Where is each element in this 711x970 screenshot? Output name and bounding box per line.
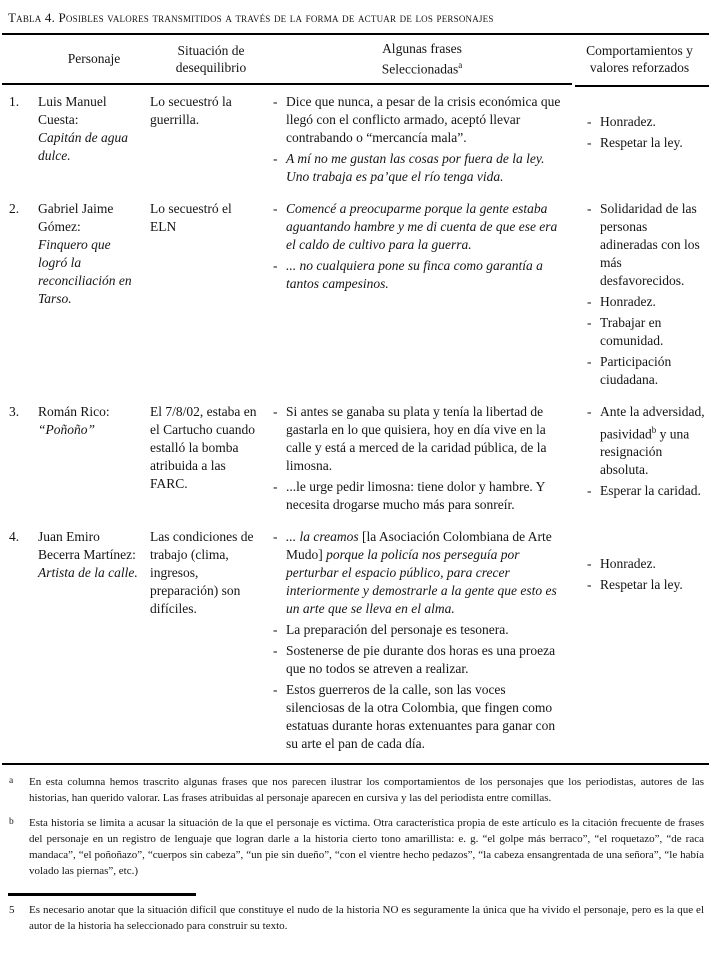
frases-cell: [272, 93, 572, 189]
table-header-row: [8, 35, 707, 87]
list-dash: -: [587, 113, 592, 129]
phrase-text: A mí no me gustan las cosas por fuera de la ley. Uno trabaja es pa’que el río tenga vida.: [286, 150, 545, 184]
list-dash: -: [587, 200, 592, 216]
value-text: Respetar la ley.: [600, 134, 683, 150]
phrase-text: Si antes se ganaba su plata y tenía la libertad de gastarla en lo que quisiera, hoy en día vive en la calle y está a merced de la caridad pública, de la limosna.: [286, 403, 547, 473]
row-number: 4.: [9, 528, 20, 544]
list-dash: -: [273, 200, 278, 216]
situacion-cell: Lo secuestró la guerrilla.: [150, 93, 232, 127]
value-text: y una resignación absoluta.: [600, 426, 690, 477]
value-text: Ante la adversidad, pasividad: [600, 403, 705, 441]
personaje-role: Capitán de agua dulce.: [38, 129, 128, 163]
footnote-text: Es necesario anotar que la situación difícil que constituye el nudo de la historia NO es seguramente la única que ha vivido el personaje, pero es la que el autor de la historia ha seleccionado para construir su texto.: [29, 903, 704, 932]
header-underline-left: [2, 83, 572, 85]
phrase-item: [272, 403, 566, 475]
list-dash: -: [273, 93, 278, 109]
table-title: Tabla 4. Posibles valores transmitidos a través de la forma de actuar de los personajes: [8, 10, 494, 25]
table-bottom-rule: [2, 763, 709, 765]
frases-cell: [272, 403, 572, 517]
value-item: [586, 293, 707, 311]
list-dash: -: [273, 528, 278, 544]
value-item: [586, 482, 707, 500]
valores-cell: [572, 528, 707, 756]
phrase-text: ... la creamos: [286, 528, 362, 544]
col-header-personaje-label: Personaje: [67, 51, 121, 67]
phrase-text: La preparación del personaje es tesonera.: [286, 621, 509, 637]
situacion-cell: Lo secuestró el ELN: [150, 200, 232, 234]
col-header-comportamientos: [572, 40, 707, 78]
value-text: Solidaridad de las personas adineradas con los más desfavorecidos.: [600, 200, 700, 288]
personaje-cell: [38, 528, 150, 756]
list-dash: -: [273, 681, 278, 697]
col-header-frases: [272, 40, 572, 78]
personaje-name: Gabriel Jaime Gómez:: [38, 200, 114, 234]
situacion-cell: Las condiciones de trabajo (clima, ingresos, preparación) son difíciles.: [150, 528, 254, 616]
phrase-item: [272, 93, 566, 147]
list-dash: -: [273, 403, 278, 419]
valores-cell: [572, 200, 707, 392]
personaje-name: Román Rico:: [38, 403, 110, 419]
list-dash: -: [273, 150, 278, 166]
phrase-text: Comencé a preocuparme porque la gente estaba aguantando hambre y me di cuenta de que ese era el caldo de cultivo para la guerra.: [286, 200, 558, 252]
list-dash: -: [273, 478, 278, 494]
phrase-text: ...le urge pedir limosna: tiene dolor y hambre. Y necesita drogarse mucho más para sonreír.: [286, 478, 545, 512]
footnote-marker: a: [9, 775, 14, 786]
personaje-role: “Poñoño”: [38, 421, 96, 437]
table-row: [8, 403, 707, 517]
value-text: Participación ciudadana.: [600, 353, 672, 387]
table-footnote-b: [8, 815, 707, 879]
col-header-situacion: [150, 40, 272, 78]
value-item: [586, 113, 707, 131]
col-header-frases-label: Algunas frases Seleccionadas: [381, 41, 462, 77]
col-header-number: [8, 40, 38, 78]
phrase-item: [272, 681, 566, 753]
footnote-text: En esta columna hemos trascrito algunas frases que nos parecen ilustrar los comportamientos de los personajes que los periodistas, autores de las historias, han querido valorar. Las frases atribuidas al personaje aparecen en cursiva y las del periodista entre comillas.: [29, 775, 704, 804]
list-dash: -: [587, 555, 592, 571]
phrase-text: Estos guerreros de la calle, son las voces silenciosas de la otra Colombia, que fingen como estatuas durante horas extenuantes para ganar con su arte el pan de cada día.: [286, 681, 556, 751]
list-dash: -: [273, 642, 278, 658]
list-dash: -: [273, 621, 278, 637]
phrase-text: Dice que nunca, a pesar de la crisis económica que llegó con el conflicto armado, aceptó llevar contrabando o “mercancía mala”.: [286, 93, 561, 145]
value-item: [586, 200, 707, 290]
list-dash: -: [587, 293, 592, 309]
value-text: Honradez.: [600, 293, 656, 309]
list-dash: -: [587, 134, 592, 150]
value-text: Trabajar en comunidad.: [600, 314, 664, 348]
value-item: [586, 555, 707, 573]
header-underline-right: [575, 85, 709, 87]
valores-cell: [572, 403, 707, 517]
list-dash: -: [587, 353, 592, 369]
value-text: Respetar la ley.: [600, 576, 683, 592]
phrase-item: [272, 200, 566, 254]
row-number: 3.: [9, 403, 20, 419]
phrase-item: [272, 642, 566, 678]
frases-cell: [272, 528, 572, 756]
value-text: Honradez.: [600, 555, 656, 571]
footnote-a-reference: a: [458, 60, 463, 70]
list-dash: -: [587, 314, 592, 330]
personaje-cell: [38, 403, 150, 517]
value-text: Esperar la caridad.: [600, 483, 701, 498]
col-header-personaje: [38, 40, 150, 78]
value-text: Honradez.: [600, 113, 656, 129]
page-footnote-5: [8, 902, 707, 934]
list-dash: -: [587, 483, 592, 498]
personaje-role: Finquero que logró la reconciliación en Tarso.: [38, 236, 132, 306]
valores-cell: [572, 93, 707, 189]
phrase-item: [272, 257, 566, 293]
phrase-text: Sostenerse de pie durante dos horas es una proeza que no todos se atreven a realizar.: [286, 642, 556, 676]
phrase-text: [la Asociación Colombiana de Arte Mudo]: [286, 528, 552, 562]
row-number: 1.: [9, 93, 20, 109]
phrase-item: [272, 150, 566, 186]
personaje-cell: [38, 93, 150, 189]
col-header-comportamientos-label: Comportamientos y valores reforzados: [586, 42, 693, 75]
col-header-situacion-label: Situación de desequilibrio: [175, 42, 247, 75]
row-number: 2.: [9, 200, 20, 216]
phrase-item: [272, 621, 566, 639]
personaje-role: Artista de la calle.: [38, 564, 138, 580]
table-row: [8, 93, 707, 189]
list-dash: -: [273, 257, 278, 273]
phrase-text: porque la policía nos perseguía por perturbar el espacio público, para crecer interiormente y demostrarle a la gente que esto es un arte que se lleva en el alma.: [286, 546, 557, 616]
list-dash: -: [587, 403, 592, 419]
frases-cell: [272, 200, 572, 392]
personaje-cell: [38, 200, 150, 392]
phrase-item: [272, 478, 566, 514]
value-item: [586, 403, 707, 480]
footnote-text: Esta historia se limita a acusar la situación de la que el personaje es víctima. Otra característica propia de este artículo es la citación frecuente de frases del personaje en un registro de lenguaje que logran darle a la historia cierto tono amarillista: e. g. “el golpe más berraco”, “el roquetazo”, “de raca mandaca”, “el poñoñazo”, “cuerpos sin cabeza”, “un pie sin dueño”, “con el vientre hecho pedazos”, “la cabeza ensangrentada de una señora”, “le había volado las piernas”, etc.): [29, 816, 704, 877]
table-row: [8, 200, 707, 392]
value-item: [586, 576, 707, 594]
phrase-item: [272, 528, 566, 618]
list-dash: -: [587, 576, 592, 592]
footnote-separator-rule: [8, 893, 196, 896]
phrase-text: ... no cualquiera pone su finca como garantía a tantos campesinos.: [286, 257, 543, 291]
footnote-marker: 5: [9, 903, 15, 916]
value-item: [586, 134, 707, 152]
value-item: [586, 353, 707, 389]
table-footnote-a: [8, 774, 707, 806]
personaje-name: Juan Emiro Becerra Martínez:: [38, 528, 136, 562]
situacion-cell: El 7/8/02, estaba en el Cartucho cuando estalló la bomba atribuida a las FARC.: [150, 403, 257, 491]
value-item: [586, 314, 707, 350]
footnote-b-reference: b: [651, 424, 657, 435]
table-row: [8, 528, 707, 756]
footnote-marker: b: [9, 816, 14, 827]
personaje-name: Luis Manuel Cuesta:: [38, 93, 107, 127]
